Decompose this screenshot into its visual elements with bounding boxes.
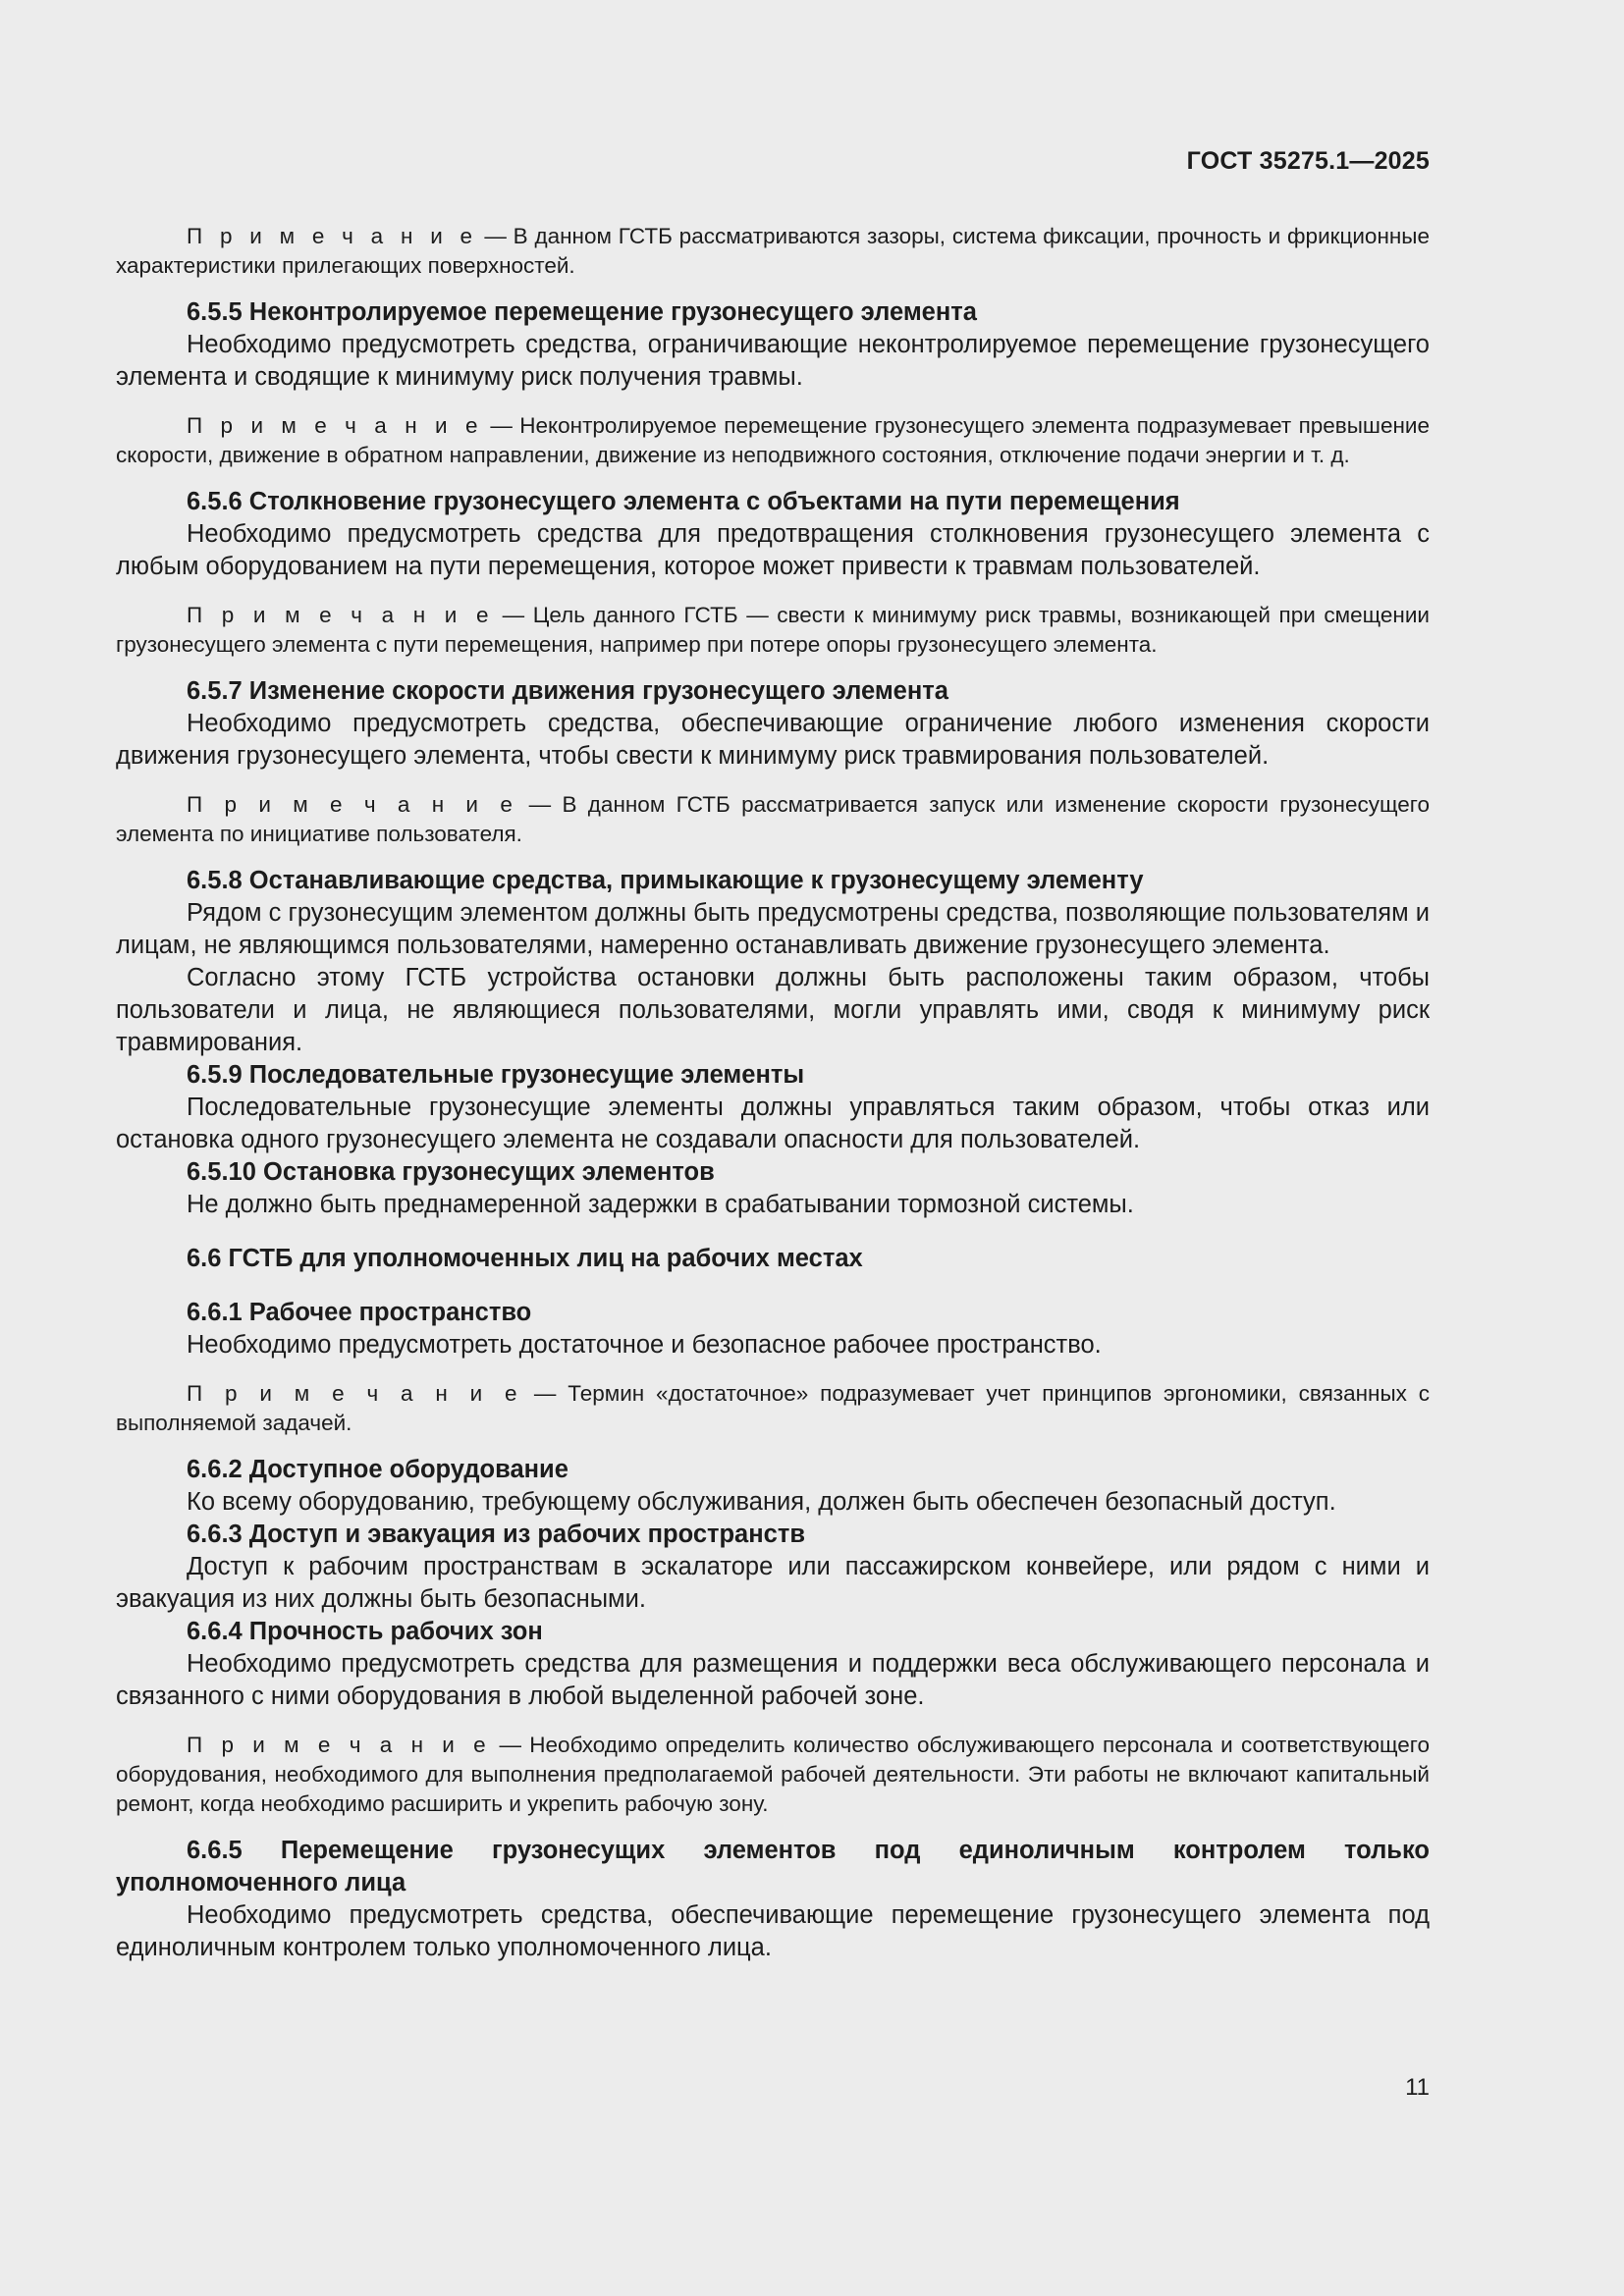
note-label: П р и м е ч а н и е	[187, 224, 478, 248]
note-paragraph	[116, 1731, 1430, 1819]
note-text: Неконтролируемое перемещение грузонесущего элемента подразумевает превышение скорости, движение в обратном направлении, движение из неподвижного состояния, отключение подачи энергии и т. д.	[116, 413, 1430, 467]
page-number: 11	[1405, 2074, 1430, 2101]
note-text: В данном ГСТБ рассматривается запуск или изменение скорости грузонесущего элемента по инициативе пользователя.	[116, 792, 1430, 846]
section-heading: 6.5.9 Последовательные грузонесущие элементы	[187, 1061, 805, 1089]
note-paragraph	[116, 601, 1430, 660]
body-paragraph: Не должно быть преднамеренной задержки в срабатывании тормозной системы.	[187, 1191, 1134, 1218]
body-paragraph: Рядом с грузонесущим элементом должны быть предусмотрены средства, позволяющие пользователям и лицам, не являющимся пользователями, намеренно останавливать движение грузонесущего элемента.	[116, 899, 1430, 959]
note-label: П р и м е ч а н и е	[187, 413, 483, 438]
note-dash: —	[517, 792, 563, 817]
note-dash: —	[482, 413, 520, 438]
note-paragraph	[116, 222, 1430, 281]
body-paragraph: Необходимо предусмотреть средства, обеспечивающие перемещение грузонесущего элемента под единоличным контролем только уполномоченного лица.	[116, 1901, 1430, 1961]
body-paragraph: Необходимо предусмотреть достаточное и безопасное рабочее пространство.	[187, 1331, 1102, 1359]
section-heading: 6.6.5 Перемещение грузонесущих элементов под единоличным контролем только уполномоченного лица	[116, 1837, 1430, 1896]
body-paragraph: Доступ к рабочим пространствам в эскалаторе или пассажирском конвейере, или рядом с ними и эвакуация из них должны быть безопасными.	[116, 1553, 1430, 1613]
section-heading: 6.6.1 Рабочее пространство	[187, 1299, 532, 1326]
body-paragraph: Необходимо предусмотреть средства, ограничивающие неконтролируемое перемещение грузонесущего элемента и сводящие к минимуму риск получения травмы.	[116, 331, 1430, 391]
section-heading: 6.5.8 Останавливающие средства, примыкающие к грузонесущему элементу	[187, 867, 1144, 894]
section-heading: 6.6.4 Прочность рабочих зон	[187, 1618, 543, 1645]
section-heading: 6.6.3 Доступ и эвакуация из рабочих пространств	[187, 1521, 805, 1548]
section-heading: 6.5.5 Неконтролируемое перемещение грузонесущего элемента	[187, 298, 977, 326]
note-text: Необходимо определить количество обслуживающего персонала и соответствующего оборудования, необходимого для выполнения предполагаемой рабочей деятельности. Эти работы не включают капитальный ремонт, когда необходимо расширить и укрепить рабочую зону.	[116, 1733, 1430, 1816]
note-dash: —	[477, 224, 514, 248]
body-paragraph: Необходимо предусмотреть средства для предотвращения столкновения грузонесущего элемента с любым оборудованием на пути перемещения, которое может привести к травмам пользователей.	[116, 520, 1430, 580]
note-label: П р и м е ч а н и е	[187, 603, 494, 627]
body-paragraph: Согласно этому ГСТБ устройства остановки должны быть расположены таким образом, чтобы пользователи и лица, не являющиеся пользователями, могли управлять ими, сводя к минимуму риск травмирования.	[116, 964, 1430, 1056]
note-label: П р и м е ч а н и е	[187, 792, 518, 817]
body-paragraph: Необходимо предусмотреть средства, обеспечивающие ограничение любого изменения скорости движения грузонесущего элемента, чтобы свести к минимуму риск травмирования пользователей.	[116, 710, 1430, 770]
body-paragraph: Ко всему оборудованию, требующему обслуживания, должен быть обеспечен безопасный доступ.	[187, 1488, 1336, 1516]
document-body	[116, 222, 1430, 1964]
section-heading: 6.5.7 Изменение скорости движения грузонесущего элемента	[187, 677, 948, 705]
note-label: П р и м е ч а н и е	[187, 1733, 492, 1757]
body-paragraph: Необходимо предусмотреть средства для размещения и поддержки веса обслуживающего персонала и связанного с ними оборудования в любой выделенной рабочей зоне.	[116, 1650, 1430, 1710]
note-text: Цель данного ГСТБ — свести к минимуму риск травмы, возникающей при смещении грузонесущего элемента с пути перемещения, например при потере опоры грузонесущего элемента.	[116, 603, 1430, 657]
note-paragraph	[116, 790, 1430, 849]
note-text: В данном ГСТБ рассматриваются зазоры, система фиксации, прочность и фрикционные характеристики прилегающих поверхностей.	[116, 224, 1430, 278]
note-dash: —	[491, 1733, 530, 1757]
note-label: П р и м е ч а н и е	[187, 1381, 523, 1406]
note-paragraph	[116, 411, 1430, 470]
note-dash: —	[493, 603, 533, 627]
note-dash: —	[522, 1381, 568, 1406]
document-header-id: ГОСТ 35275.1—2025	[1186, 147, 1430, 175]
body-paragraph: Последовательные грузонесущие элементы должны управляться таким образом, чтобы отказ или остановка одного грузонесущего элемента не создавали опасности для пользователей.	[116, 1094, 1430, 1153]
section-heading: 6.6.2 Доступное оборудование	[187, 1456, 568, 1483]
section-heading: 6.5.10 Остановка грузонесущих элементов	[187, 1158, 715, 1186]
note-text: Термин «достаточное» подразумевает учет принципов эргономики, связанных с выполняемой задачей.	[116, 1381, 1430, 1435]
section-heading: 6.6 ГСТБ для уполномоченных лиц на рабочих местах	[187, 1245, 863, 1272]
section-heading: 6.5.6 Столкновение грузонесущего элемента с объектами на пути перемещения	[187, 488, 1180, 515]
note-paragraph	[116, 1379, 1430, 1438]
